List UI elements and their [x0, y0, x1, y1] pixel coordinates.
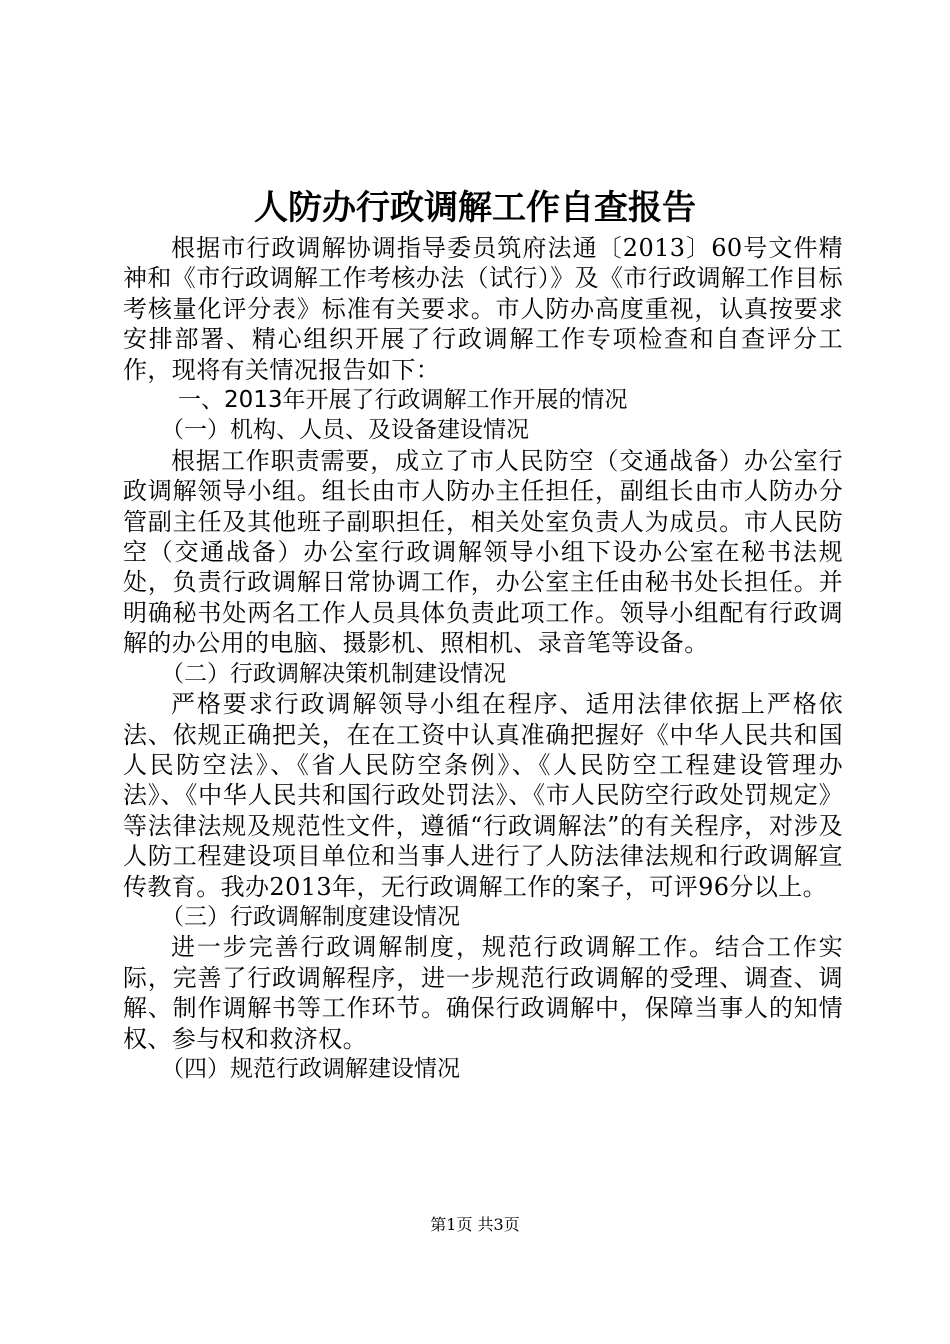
- subsection-paragraph-1: 根据工作职责需要，成立了市人民防空（交通战备）办公室行政调解领导小组。组长由市人防办主任担任，副组长由市人防办分管副主任及其他班子副职担任，相关处室负责人为成员。市人民防空（交通战备）办公室行政调解领导小组下设办公室在秘书法规处，负责行政调解日常协调工作，办公室主任由秘书处长担任。并明确秘书处两名工作人员具体负责此项工作。领导小组配有行政调解的办公用的电脑、摄影机、照相机、录音笔等设备。: [123, 446, 843, 658]
- subsection-paragraph-3: 进一步完善行政调解制度，规范行政调解工作。结合工作实际，完善了行政调解程序，进一步规范行政调解的受理、调查、调解、制作调解书等工作环节。确保行政调解中，保障当事人的知情权、参与权和救济权。: [123, 933, 843, 1053]
- page-footer: 第1页 共3页: [430, 1215, 520, 1234]
- subsection-paragraph-2: 严格要求行政调解领导小组在程序、适用法律依据上严格依法、依规正确把关，在在工资中认真准确把握好《中华人民共和国人民防空法》、《省人民防空条例》、《人民防空工程建设管理办法》、《中华人民共和国行政处罚法》、《市人民防空行政处罚规定》等法律法规及规范性文件，遵循“行政调解法”的有关程序，对涉及人防工程建设项目单位和当事人进行了人防法律法规和行政调解宣传教育。我办2013年，无行政调解工作的案子，可评96分以上。: [123, 690, 843, 901]
- subsection-heading-2: （二）行政调解决策机制建设情况: [161, 660, 506, 687]
- document-title: 人防办行政调解工作自查报告: [254, 188, 696, 228]
- section-heading-1: 一、2013年开展了行政调解工作开展的情况: [178, 387, 628, 414]
- subsection-heading-1: （一）机构、人员、及设备建设情况: [161, 417, 529, 444]
- document-body: [123, 233, 843, 1084]
- intro-paragraph: 根据市行政调解协调指导委员筑府法通〔2013〕60号文件精神和《市行政调解工作考核办法（试行）》及《市行政调解工作目标考核量化评分表》标准有关要求。市人防办高度重视，认真按要求安排部署、精心组织开展了行政调解工作专项检查和自查评分工作，现将有关情况报告如下：: [123, 234, 843, 384]
- subsection-heading-4: （四）规范行政调解建设情况: [161, 1055, 460, 1082]
- subsection-heading-3: （三）行政调解制度建设情况: [161, 903, 460, 930]
